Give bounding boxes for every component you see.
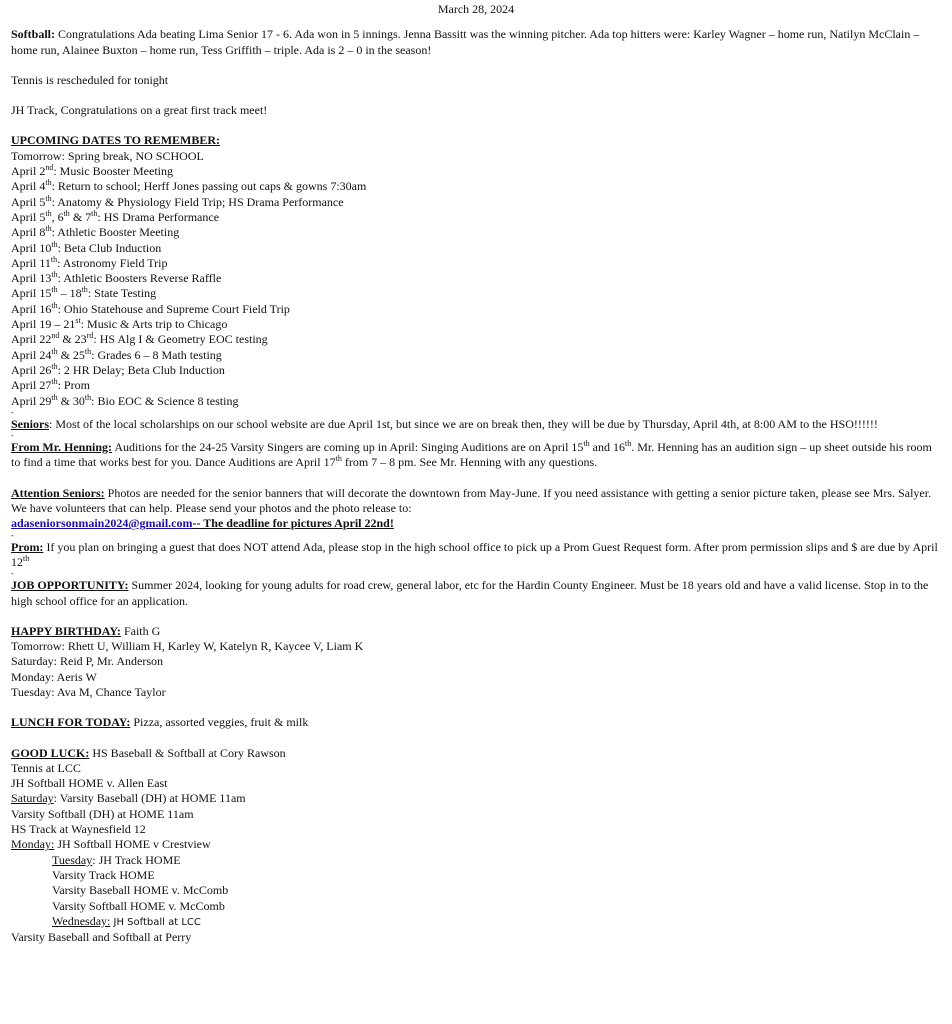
date-item: April 15th – 18th: State Testing [11, 285, 157, 301]
birthday-line: Tuesday: Ava M, Chance Taylor [11, 684, 166, 699]
newsletter-page: March 28, 2024 Softball: Congratulations Ada beating Lima Senior 17 - 6. Ada won in 5 innings. Jenna Bassitt was the winning pitcher. Ada top hitters were: Karley Wagner – home run, Natilyn McClain – home run, Alainee Buxton – home run, Tess Griffith – triple. Ada is 2 – 0 in the season! Tennis is rescheduled for tonight JH Track, Congratulations on a great first track meet! UPCOMING DATES TO REMEMBER: Tomorrow: Spring break, NO SCHOOL April 2nd: Music Booster Meeting April 4th: Return to school; Herff Jones passing out caps & gowns 7:30am April 5th: Anatomy & Physiology Field Trip; HS Drama Performance April 5th, 6th & 7th: HS Drama Performance April 8th: Athletic Booster Meeting April 10th: Beta Club Induction April 11th: Astronomy Field Trip April 13th: Athletic Boosters Reverse Raffle April 15th – 18th: State Testing April 16th: Ohio Statehouse and Supreme Court Field Trip April 19 – 21st: Music & Arts trip to Chicago April 22nd & 23rd: HS Alg I & Geometry EOC testing April 24th & 25th: Grades 6 – 8 Math testing April 26th: 2 HR Delay; Beta Club Induction April 27th: Prom April 29th & 30th: Bio EOC & Science 8 testing - Seniors: Most of the local scholarships on our school website are due April 1st, but since we are on break then, they will be due by Thursday, April 4th, at 8:00 AM to the HSO!!!!!! - From Mr. Henning: Auditions for the 24-25 Varsity Singers are coming up in April: Singing Auditions are on April 15th and 16th. Mr. Henning has an audition sign – up sheet outside his room to find a time that works best for you. Dance Auditions are April 17th from 7 – 8 pm. See Mr. Henning with any questions. Attention Seniors: Photos are needed for the senior banners that will decorate the downtown from May-June. If you need assistance with getting a senior picture taken, please see Mrs. Salyer. We have volunteers that can help. Please send your photos and the photo release to: adaseniorsonmain2024@gmail.com-- The deadline for pictures April 22nd! - Prom: If you plan on bringing a guest that does NOT attend Ada, please stop in the high school office to pick up a Prom Guest Request form. After prom permission slips and $ are due by April 12th - JOB OPPORTUNITY: Summer 2024, looking for young adults for road crew, general labor, etc for the Hardin County Engineer. Must be 18 years old and have a valid license. Stop in to the high school office for an application. HAPPY BIRTHDAY: Faith G Tomorrow: Rhett U, William H, Karley W, Katelyn R, Kaycee V, Liam K Saturday: Reid P, Mr. Anderson Monday: Aeris W Tuesday: Ava M, Chance Taylor LUNCH FOR TODAY: Pizza, assorted veggies, fruit & milk GOOD LUCK: HS Baseball & Softball at Cory Rawson Tennis at LCC JH Softball HOME v. Allen East Saturday: Varsity Baseball (DH) at HOME 11am Varsity Softball (DH) at HOME 11am HS Track at Waynesfield 12 Monday: JH Softball HOME v Crestview Tuesday: JH Track HOME Varsity Track HOME Varsity Baseball HOME v. McComb Varsity Softball HOME v. McComb Wednesday: JH Softball at LCC Varsity Baseball and Softball at Perry [0, 0, 941, 945]
attention-seniors-paragraph [11, 486, 941, 532]
prom-text: If you plan on bringing a guest that does NOT attend Ada, please stop in the high school office to pick up a Prom Guest Request form. After prom permission slips and $ are due by April 12 [11, 539, 938, 569]
wednesday-label: Wednesday: [52, 913, 111, 928]
date-item: April 5th, 6th & 7th: HS Drama Performance [11, 208, 220, 224]
good-luck-line: JH Softball HOME v. Allen East [11, 776, 168, 791]
date-item: April 11th: Astronomy Field Trip [11, 254, 168, 270]
birthday-label: HAPPY BIRTHDAY: [11, 623, 121, 638]
seniors-text: : Most of the local scholarships on our school website are due April 1st, but since we are on break then, they will be due by Thursday, April 4th, at 8:00 AM to the HSO!!!!!! [49, 416, 878, 431]
birthday-heading-line [11, 624, 941, 639]
birthday-today: Faith G [120, 623, 161, 638]
date-item: April 2nd: Music Booster Meeting [11, 163, 173, 179]
date-item: April 24th & 25th: Grades 6 – 8 Math testing [11, 346, 222, 362]
job-paragraph [11, 578, 941, 609]
email-link[interactable]: adaseniorsonmain2024@gmail.com [11, 516, 193, 531]
attention-seniors-label: Attention Seniors: [11, 485, 105, 500]
date-item: April 16th: Ohio Statehouse and Supreme Court Field Trip [11, 300, 290, 316]
good-luck-line: HS Track at Waynesfield 12 [11, 822, 146, 837]
softball-label: Softball: [11, 27, 56, 42]
date-item: April 13th: Athletic Boosters Reverse Raffle [11, 270, 222, 286]
prom-label: Prom: [11, 539, 44, 554]
job-label: JOB OPPORTUNITY: [11, 578, 129, 593]
good-luck-line: Tuesday: JH Track HOME [52, 852, 181, 867]
prom-paragraph: Prom: If you plan on bringing a guest that does NOT attend Ada, please stop in the high school office to pick up a Prom Guest Request form. After prom permission slips and $ are due by April 12th [11, 539, 938, 569]
date-item: April 5th: Anatomy & Physiology Field Trip; HS Drama Performance [11, 193, 344, 209]
seniors-paragraph [11, 417, 941, 432]
good-luck-line: Varsity Baseball and Softball at Perry [11, 930, 192, 945]
job-text: Summer 2024, looking for young adults for road crew, general labor, etc for the Hardin County Engineer. Must be 18 years old and have a valid license. Stop in to the high school office for an application. [11, 578, 929, 608]
tennis-note: Tennis is rescheduled for tonight [11, 72, 169, 87]
good-luck-line: Wednesday: JH Softball at LCC [52, 913, 201, 928]
good-luck-line: Saturday: Varsity Baseball (DH) at HOME 11am [11, 791, 246, 806]
good-luck-heading-line: GOOD LUCK: HS Baseball & Softball at Cory Rawson [11, 745, 286, 760]
softball-paragraph [11, 27, 941, 58]
date-item: April 29th & 30th: Bio EOC & Science 8 testing [11, 392, 239, 408]
upcoming-dates-list [11, 164, 941, 409]
monday-label: Monday: [11, 837, 55, 852]
softball-text: Congratulations Ada beating Lima Senior 17 - 6. Ada won in 5 innings. Jenna Bassitt was the winning pitcher. Ada top hitters were: Karley Wagner – home run, Natilyn McClain – home run, Alainee Buxton – home run, Tess Griffith – triple. Ada is 2 – 0 in the season! [11, 27, 920, 57]
newsletter-date: March 28, 2024 [437, 2, 515, 16]
attention-seniors-text: Photos are needed for the senior banners that will decorate the downtown from May-June. If you need assistance with getting a senior picture taken, please see Mrs. Salyer. We have volunteers that can help. Please send your photos and the photo release to: [11, 485, 932, 516]
lunch-paragraph [11, 715, 941, 730]
good-luck-line: Varsity Softball (DH) at HOME 11am [11, 806, 194, 821]
seniors-label: Seniors [11, 416, 50, 431]
birthday-line: Monday: Aeris W [11, 669, 97, 684]
henning-label: From Mr. Henning: [11, 440, 112, 455]
saturday-label: Saturday [11, 791, 54, 806]
date-item: April 10th: Beta Club Induction [11, 239, 162, 255]
lunch-text: Pizza, assorted veggies, fruit & milk [130, 715, 309, 730]
photo-deadline: -- The deadline for pictures April 22nd! [192, 516, 394, 531]
date-item: April 8th: Athletic Booster Meeting [11, 224, 180, 240]
date-item: April 26th: 2 HR Delay; Beta Club Induction [11, 361, 225, 377]
date-item: April 19 – 21st: Music & Arts trip to Chicago [11, 316, 228, 332]
birthday-line: Saturday: Reid P, Mr. Anderson [11, 654, 163, 669]
good-luck-line: Varsity Softball HOME v. McComb [52, 898, 225, 913]
birthday-line: Tomorrow: Rhett U, William H, Karley W, Katelyn R, Kaycee V, Liam K [11, 639, 364, 654]
good-luck-line: Varsity Baseball HOME v. McComb [52, 883, 229, 898]
date-item: April 22nd & 23rd: HS Alg I & Geometry EOC testing [11, 331, 268, 347]
upcoming-dates-heading: UPCOMING DATES TO REMEMBER: [11, 133, 221, 148]
good-luck-line: Tennis at LCC [11, 760, 81, 775]
tuesday-label: Tuesday [52, 852, 93, 867]
good-luck-line: Monday: JH Softball HOME v Crestview [11, 837, 211, 852]
date-item: April 27th: Prom [11, 377, 90, 393]
good-luck-label: GOOD LUCK: [11, 745, 90, 760]
henning-paragraph: From Mr. Henning: Auditions for the 24-25 Varsity Singers are coming up in April: Singing Auditions are on April 15th and 16th. Mr. Henning has an audition sign – up sheet outside his room to find a time that works best for you. Dance Auditions are April 17th from 7 – 8 pm. See Mr. Henning with any questions. [11, 439, 932, 470]
date-item: April 4th: Return to school; Herff Jones passing out caps & gowns 7:30am [11, 178, 367, 194]
good-luck-line: Varsity Track HOME [52, 867, 155, 882]
jh-track-note: JH Track, Congratulations on a great first track meet! [11, 103, 268, 118]
upcoming-tomorrow: Tomorrow: Spring break, NO SCHOOL [11, 148, 204, 163]
lunch-label: LUNCH FOR TODAY: [11, 715, 131, 730]
